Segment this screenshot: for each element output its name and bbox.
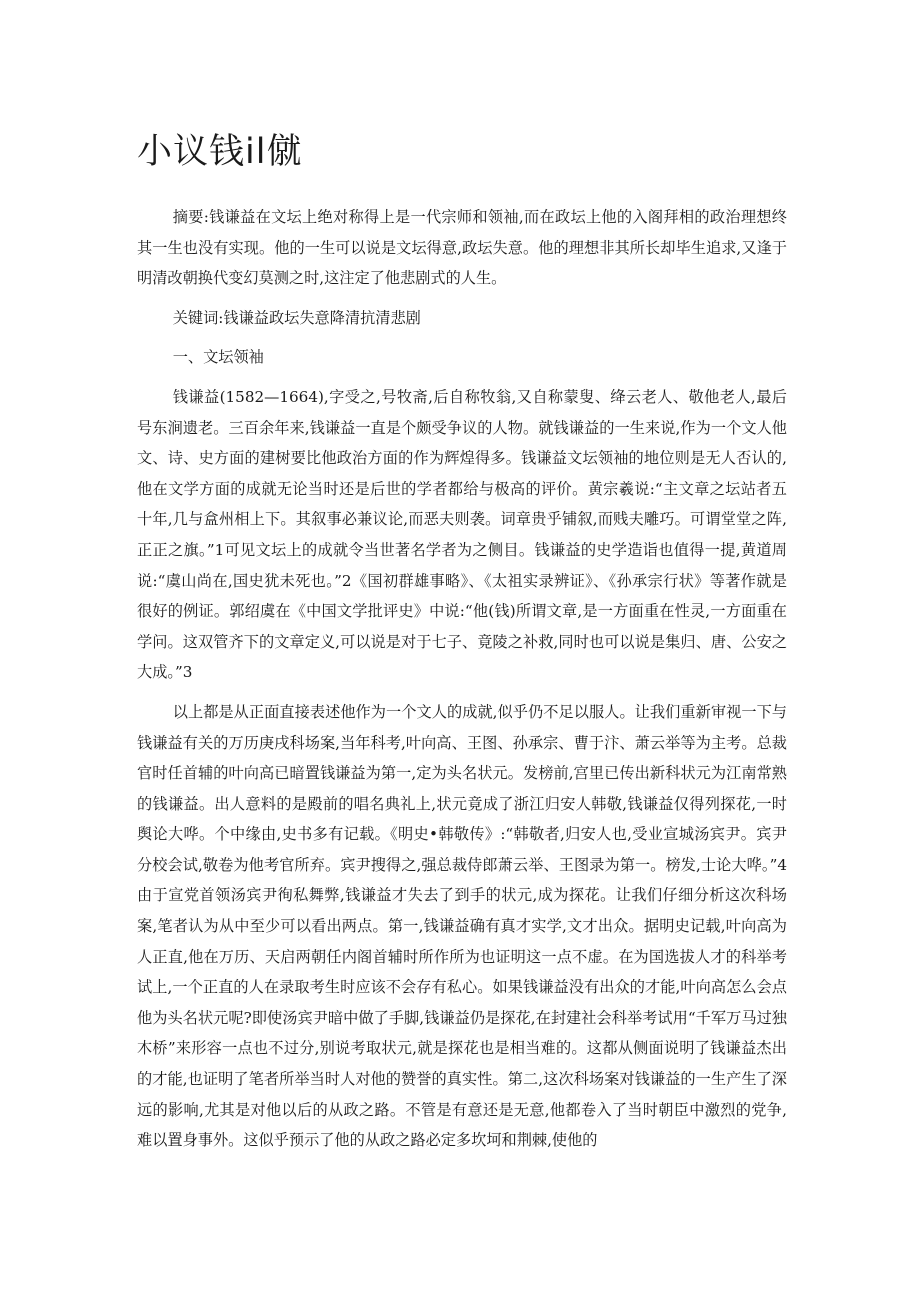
spacer [137, 333, 787, 342]
document-title: 小议钱il僦 [137, 132, 303, 172]
section-heading: 一、文坛领袖 [172, 348, 264, 367]
keywords-line: 关键词:钱谦益政坛失意降清抗清悲剧 [172, 308, 421, 327]
body-paragraph-1: 钱谦益(1582—1664),字受之,号牧斋,后自称牧翁,又自称蒙叟、绛云老人、敬他老人,最后号东涧遗老。三百余年来,钱谦益一直是个颇受争议的人物。就钱谦益的一生来说,作为一个文人他文、诗、史方面的建树要比他政治方面的作为辉煌得多。钱谦益文坛领袖的地位则是无人否认的,他在文学方面的成就无论当时还是后世的学者都给与极高的评价。黄宗羲说:“主文章之坛站者五十年,几与盒州相上下。其叙事必兼议论,而恶夫则袭。词章贵乎铺叙,而贱夫雕巧。可谓堂堂之阵,正正之旗。”1可见文坛上的成就令当世著名学者为之侧目。钱谦益的史学造诣也值得一提,黄道周说:“虞山尚在,国史犹未死也。”2《国初群雄事略》、《太祖实录辨证》、《孙承宗行状》等著作就是很好的例证。郭绍虞在《中国文学批评史》中说:“他(钱)所谓文章,是一方面重在性灵,一方面重在学问。这双管齐下的文章定义,可以说是对于七子、竟陵之补救,同时也可以说是集归、唐、公安之大成。”3 [137, 387, 787, 682]
body-paragraph-2: 以上都是从正面直接表述他作为一个文人的成就,似乎仍不足以服人。让我们重新审视一下与钱谦益有关的万历庚戌科场案,当年科考,叶向高、王图、孙承宗、曹于汴、萧云举等为主考。总裁官时任首辅的叶向高已暗置钱谦益为第一,定为头名状元。发榜前,宫里已传出新科状元为江南常熟的钱谦益。出人意料的是殿前的唱名典礼上,状元竟成了浙江归安人韩敬,钱谦益仅得列探花,一时舆论大哗。个中缘由,史书多有记载。《明史•韩敬传》:“韩敬者,归安人也,受业宣城汤宾尹。宾尹分校会试,敬卷为他考官所弃。宾尹搜得之,强总裁侍郎萧云举、王图录为第一。榜发,士论大哗。”4由于宣党首领汤宾尹徇私舞弊,钱谦益才失去了到手的状元,成为探花。让我们仔细分析这次科场案,笔者认为从中至少可以看出两点。第一,钱谦益确有真才实学,文才出众。据明史记载,叶向高为人正直,他在万历、天启两朝任内阁首辅时所作所为也证明这一点不虚。在为国选拔人才的科举考试上,一个正直的人在录取考生时应该不会存有私心。如果钱谦益没有出众的才能,叶向高怎么会点他为头名状元呢?即使汤宾尹暗中做了手脚,钱谦益仍是探花,在封建社会科举考试用“千军万马过独木桥”来形容一点也不过分,别说考取状元,就是探花也是相当难的。这都从侧面说明了钱谦益杰出的才能,也证明了笔者所举当时人对他的赞誉的真实性。第二,这次科场案对钱谦益的一生产生了深远的影响,尤其是对他以后的从政之路。不管是有意还是无意,他都卷入了当时朝臣中激烈的党争,难以置身事外。这似乎预示了他的从政之路必定多坎坷和荆棘,使他的 [137, 702, 787, 1150]
document-page [137, 128, 787, 1156]
spacer [137, 373, 787, 382]
spacer [137, 294, 787, 303]
spacer [137, 688, 787, 697]
abstract-paragraph: 摘要:钱谦益在文坛上绝对称得上是一代宗师和领袖,而在政坛上他的入阁拜相的政治理想终其一生也没有实现。他的一生可以说是文坛得意,政坛失意。他的理想非其所长却毕生追求,又逢于明清改朝换代变幻莫测之时,这注定了他悲剧式的人生。 [137, 208, 787, 288]
